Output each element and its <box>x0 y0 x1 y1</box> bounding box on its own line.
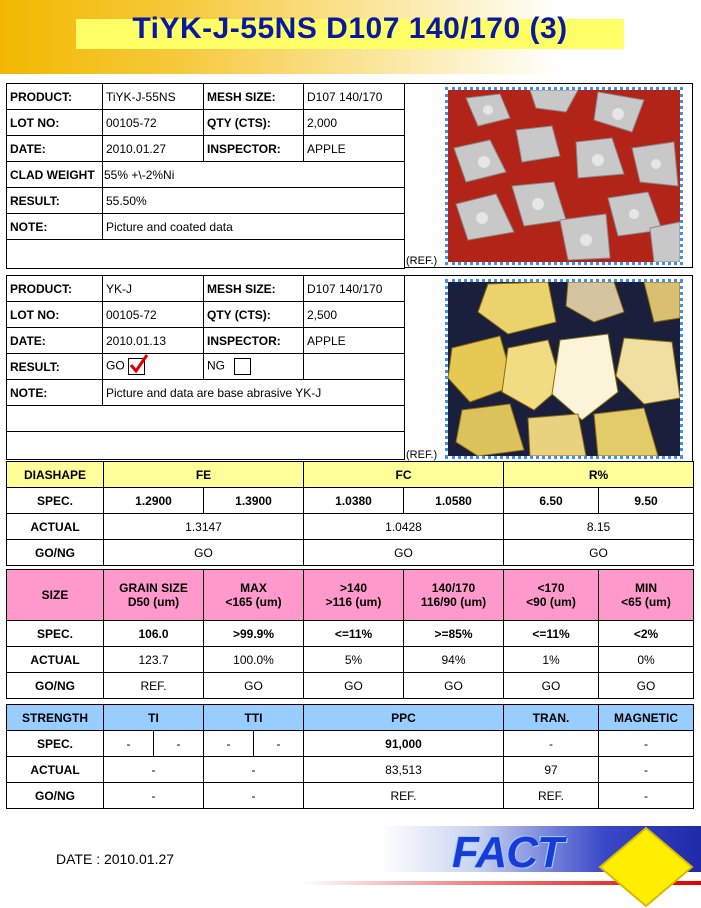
strength-table <box>6 704 694 809</box>
table-row <box>7 783 694 809</box>
info-row-empty <box>7 240 405 269</box>
gong-cell: - <box>599 783 694 809</box>
fe-header: FE <box>104 462 304 488</box>
info-row <box>7 302 405 328</box>
lot-no-value: 00105-72 <box>103 110 204 136</box>
gong-cell: GO <box>599 673 694 699</box>
actual-cell: 1.3147 <box>104 514 304 540</box>
spec-cell: - <box>599 731 694 757</box>
clad-weight-label: CLAD WEIGHT <box>7 162 103 188</box>
info-row <box>7 162 405 188</box>
size-col-header <box>204 570 304 621</box>
actual-cell: 5% <box>304 647 404 673</box>
ng-checkbox[interactable] <box>234 358 251 375</box>
table-header-row <box>7 462 694 488</box>
row-label: ACTUAL <box>7 647 104 673</box>
spec-cell: - <box>154 731 204 757</box>
info-row <box>7 354 405 380</box>
gong-cell: GO <box>304 673 404 699</box>
diamond-logo-icon <box>598 826 694 908</box>
gong-cell: - <box>104 783 204 809</box>
table-header-row <box>7 570 694 621</box>
table-row <box>7 647 694 673</box>
gong-cell: REF. <box>104 673 204 699</box>
table-row <box>7 540 694 566</box>
product-value: TiYK-J-55NS <box>103 84 204 110</box>
header-line: GRAIN SIZE <box>119 581 188 595</box>
ref-label: (REF.) <box>406 449 438 461</box>
info-row <box>7 84 405 110</box>
table-row <box>7 621 694 647</box>
coated-info-table <box>6 83 405 269</box>
page-title: TiYK-J-55NS D107 140/170 (3) <box>132 12 568 45</box>
magnetic-header: MAGNETIC <box>599 705 694 731</box>
gong-cell: GO <box>504 673 599 699</box>
spec-cell: <=11% <box>304 621 404 647</box>
gong-cell: REF. <box>504 783 599 809</box>
row-label: GO/NG <box>7 783 104 809</box>
ref-label: (REF.) <box>406 255 438 267</box>
qty-value: 2,000 <box>304 110 405 136</box>
row-label: ACTUAL <box>7 514 104 540</box>
row-label: SPEC. <box>7 731 104 757</box>
product-label: PRODUCT: <box>7 276 103 302</box>
check-mark-icon <box>128 354 150 376</box>
note-label: NOTE: <box>7 214 103 240</box>
spec-cell: - <box>204 731 254 757</box>
go-checkbox[interactable] <box>128 358 145 375</box>
size-col-header <box>304 570 404 621</box>
fact-logo: FACT <box>452 828 563 877</box>
gong-cell: GO <box>504 540 694 566</box>
actual-cell: 123.7 <box>104 647 204 673</box>
strength-header: STRENGTH <box>7 705 104 731</box>
inspector-label: INSPECTOR: <box>204 328 304 354</box>
footer-date: DATE : 2010.01.27 <box>56 851 175 867</box>
info-row <box>7 380 405 406</box>
ng-label: NG <box>207 358 225 373</box>
mesh-size-value: D107 140/170 <box>304 84 405 110</box>
spec-cell: <2% <box>599 621 694 647</box>
header-line: >140 <box>339 581 368 595</box>
result-value: 55.50% <box>103 188 405 214</box>
note-value: Picture and coated data <box>103 214 405 240</box>
actual-cell: 94% <box>404 647 504 673</box>
spec-cell: - <box>254 731 304 757</box>
diashape-header: DIASHAPE <box>7 462 104 488</box>
spec-cell: - <box>104 731 154 757</box>
empty-cell <box>7 240 405 269</box>
actual-cell: 0% <box>599 647 694 673</box>
spec-cell: - <box>504 731 599 757</box>
size-col-header <box>504 570 599 621</box>
gong-cell: GO <box>304 540 504 566</box>
actual-cell: 1.0428 <box>304 514 504 540</box>
gong-cell: - <box>204 783 304 809</box>
table-row <box>7 673 694 699</box>
row-label: GO/NG <box>7 540 104 566</box>
inspector-value: APPLE <box>304 136 405 162</box>
info-row <box>7 214 405 240</box>
ti-header: TI <box>104 705 204 731</box>
date-label: DATE: <box>7 328 103 354</box>
mesh-size-label: MESH SIZE: <box>204 276 304 302</box>
coated-diamond-photo <box>445 87 683 265</box>
note-value: Picture and data are base abrasive YK-J <box>103 380 405 406</box>
info-row-empty <box>7 432 405 460</box>
tran-header: TRAN. <box>504 705 599 731</box>
gong-cell: GO <box>404 673 504 699</box>
mesh-size-value: D107 140/170 <box>304 276 405 302</box>
qty-label: QTY (CTS): <box>204 302 304 328</box>
info-row-empty <box>7 406 405 432</box>
tti-header: TTI <box>204 705 304 731</box>
actual-cell: 8.15 <box>504 514 694 540</box>
size-table <box>6 569 694 699</box>
diashape-table <box>6 461 694 566</box>
note-label: NOTE: <box>7 380 103 406</box>
header-line: <165 (um) <box>225 595 282 609</box>
spec-cell: 1.2900 <box>104 488 204 514</box>
qty-label: QTY (CTS): <box>204 110 304 136</box>
spec-cell: 1.0580 <box>404 488 504 514</box>
spec-cell: 1.3900 <box>204 488 304 514</box>
size-header: SIZE <box>7 570 104 621</box>
row-label: ACTUAL <box>7 757 104 783</box>
base-diamond-photo <box>445 279 683 459</box>
spec-cell: <=11% <box>504 621 599 647</box>
title-banner <box>0 0 701 74</box>
actual-cell: 100.0% <box>204 647 304 673</box>
base-photo-frame <box>404 275 693 462</box>
size-col-header <box>104 570 204 621</box>
row-label: GO/NG <box>7 673 104 699</box>
empty-cell <box>304 354 405 380</box>
info-row <box>7 188 405 214</box>
size-col-header <box>404 570 504 621</box>
actual-cell: 1% <box>504 647 599 673</box>
result-label: RESULT: <box>7 188 103 214</box>
inspector-label: INSPECTOR: <box>204 136 304 162</box>
result-label: RESULT: <box>7 354 103 380</box>
row-label: SPEC. <box>7 488 104 514</box>
footer <box>0 826 701 904</box>
table-row <box>7 488 694 514</box>
date-label: DATE: <box>7 136 103 162</box>
go-label: GO <box>106 358 125 373</box>
actual-cell: - <box>104 757 204 783</box>
header-line: D50 (um) <box>127 595 180 609</box>
spec-cell: 106.0 <box>104 621 204 647</box>
gong-cell: GO <box>204 673 304 699</box>
info-row <box>7 276 405 302</box>
base-info-table <box>6 275 405 460</box>
inspector-value: APPLE <box>304 328 405 354</box>
header-line: >116 (um) <box>325 595 382 609</box>
gong-cell: GO <box>104 540 304 566</box>
actual-cell: 83,513 <box>304 757 504 783</box>
date-value: 2010.01.27 <box>103 136 204 162</box>
header-line: 140/170 <box>431 581 476 595</box>
header-line: MAX <box>240 581 267 595</box>
spec-cell: >=85% <box>404 621 504 647</box>
fc-header: FC <box>304 462 504 488</box>
spec-cell: 6.50 <box>504 488 599 514</box>
spec-cell: 91,000 <box>304 731 504 757</box>
lot-no-value: 00105-72 <box>103 302 204 328</box>
ng-option <box>204 354 304 380</box>
spec-cell: 1.0380 <box>304 488 404 514</box>
info-row <box>7 110 405 136</box>
product-label: PRODUCT: <box>7 84 103 110</box>
empty-cell <box>7 432 405 460</box>
header-line: <170 <box>537 581 565 595</box>
header-line: <65 (um) <box>621 595 671 609</box>
header-line: 116/90 (um) <box>420 595 487 609</box>
coated-photo-frame <box>404 83 693 268</box>
product-value: YK-J <box>103 276 204 302</box>
lot-no-label: LOT NO: <box>7 110 103 136</box>
table-row <box>7 757 694 783</box>
header-line: <90 (um) <box>526 595 576 609</box>
ppc-header: PPC <box>304 705 504 731</box>
info-row <box>7 328 405 354</box>
empty-cell <box>7 406 405 432</box>
row-label: SPEC. <box>7 621 104 647</box>
mesh-size-label: MESH SIZE: <box>204 84 304 110</box>
table-row <box>7 731 694 757</box>
spec-cell: 9.50 <box>599 488 694 514</box>
size-col-header <box>599 570 694 621</box>
clad-weight-value: 55% +\-2%Ni <box>103 162 405 188</box>
go-option <box>103 354 204 380</box>
date-value: 2010.01.13 <box>103 328 204 354</box>
info-row <box>7 136 405 162</box>
qty-value: 2,500 <box>304 302 405 328</box>
r-percent-header: R% <box>504 462 694 488</box>
spec-cell: >99.9% <box>204 621 304 647</box>
gong-cell: REF. <box>304 783 504 809</box>
table-header-row <box>7 705 694 731</box>
actual-cell: - <box>599 757 694 783</box>
table-row <box>7 514 694 540</box>
lot-no-label: LOT NO: <box>7 302 103 328</box>
header-line: MIN <box>635 581 657 595</box>
actual-cell: 97 <box>504 757 599 783</box>
actual-cell: - <box>204 757 304 783</box>
